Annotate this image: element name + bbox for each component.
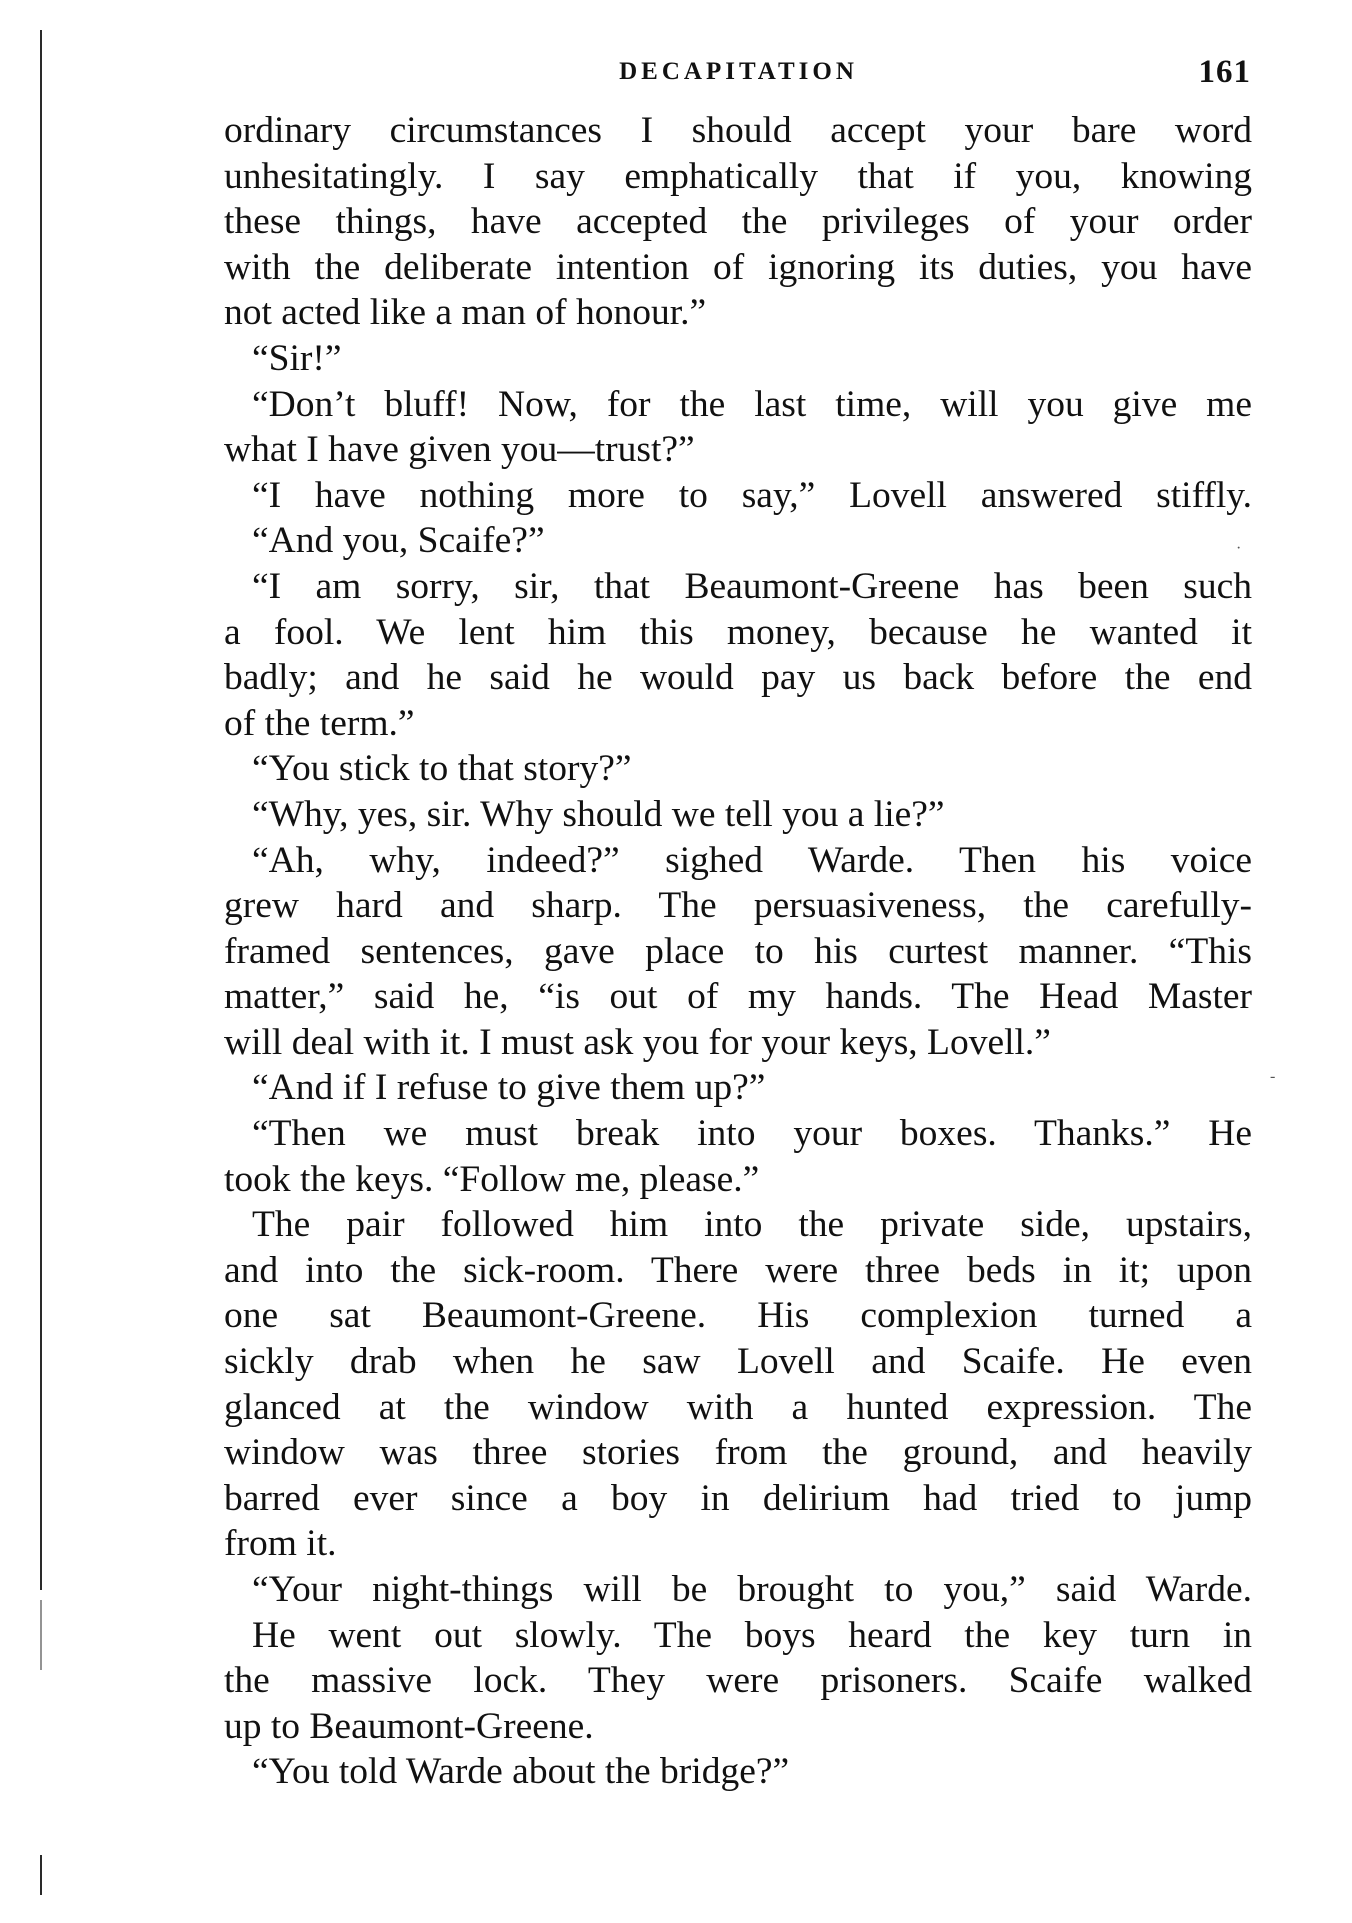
page-number: 161 xyxy=(1198,54,1251,90)
text-line: with the deliberate intention of ignoring its duties, you have xyxy=(224,246,1252,288)
running-title: DECAPITATION xyxy=(619,58,858,85)
text-line: “I have nothing more to say,” Lovell answered stiffly. xyxy=(252,474,1252,516)
text-line: of the term.” xyxy=(224,702,415,744)
text-line: took the keys. “Follow me, please.” xyxy=(224,1158,760,1200)
text-line: “You told Warde about the bridge?” xyxy=(252,1751,790,1793)
text-line: “Your night-things will be brought to you,” said Warde. xyxy=(252,1569,1252,1610)
text-line: one sat Beaumont-Greene. His complexion turned a xyxy=(224,1295,1252,1337)
text-line: He went out slowly. The boys heard the key turn in xyxy=(252,1614,1252,1656)
binding-edge-line xyxy=(40,30,42,1590)
text-line: glanced at the window with a hunted expression. The xyxy=(224,1386,1252,1428)
text-line: ordinary circumstances I should accept your bare word xyxy=(224,110,1252,151)
text-line: the massive lock. They were prisoners. Scaife walked xyxy=(224,1660,1252,1702)
text-line: from it. xyxy=(224,1523,337,1565)
text-line: what I have given you—trust?” xyxy=(224,429,695,471)
stray-mark: - xyxy=(1270,1068,1276,1085)
text-line: these things, have accepted the privileges of your order xyxy=(224,201,1252,243)
text-line: matter,” said he, “is out of my hands. The Head Master xyxy=(224,976,1252,1018)
text-line: “Don’t bluff! Now, for the last time, will you give me xyxy=(252,383,1252,425)
text-line: “You stick to that story?” xyxy=(252,748,632,790)
text-line: unhesitatingly. I say emphatically that if you, knowing xyxy=(224,155,1252,197)
text-line: “And if I refuse to give them up?” xyxy=(252,1067,766,1109)
text-line: window was three stories from the ground, and heavily xyxy=(224,1432,1252,1474)
binding-edge-fragment xyxy=(40,1855,42,1895)
text-line: “Then we must break into your boxes. Thanks.” He xyxy=(252,1113,1252,1155)
text-line: grew hard and sharp. The persuasiveness, the carefully- xyxy=(224,885,1252,927)
text-line: and into the sick-room. There were three beds in it; upon xyxy=(224,1249,1252,1291)
text-line: sickly drab when he saw Lovell and Scaife. He even xyxy=(224,1341,1252,1383)
text-line: “I am sorry, sir, that Beaumont-Greene has been such xyxy=(252,565,1252,607)
stray-mark: · xyxy=(1236,540,1242,557)
text-line: framed sentences, gave place to his curtest manner. “This xyxy=(224,930,1252,972)
text-line: a fool. We lent him this money, because he wanted it xyxy=(224,611,1252,653)
body-text xyxy=(224,108,1252,1795)
text-line: will deal with it. I must ask you for your keys, Lovell.” xyxy=(224,1021,1051,1063)
text-line: “Sir!” xyxy=(252,337,342,379)
text-line: barred ever since a boy in delirium had tried to jump xyxy=(224,1477,1252,1519)
binding-edge-fragment xyxy=(40,1600,42,1670)
text-line: “Why, yes, sir. Why should we tell you a lie?” xyxy=(252,793,945,835)
text-line: not acted like a man of honour.” xyxy=(224,292,707,334)
text-line: “Ah, why, indeed?” sighed Warde. Then his voice xyxy=(252,839,1252,881)
running-head xyxy=(226,54,1251,98)
text-line: The pair followed him into the private side, upstairs, xyxy=(252,1204,1252,1246)
text-line: “And you, Scaife?” xyxy=(252,520,545,562)
text-line: badly; and he said he would pay us back before the end xyxy=(224,657,1252,699)
text-line: up to Beaumont-Greene. xyxy=(224,1705,594,1747)
